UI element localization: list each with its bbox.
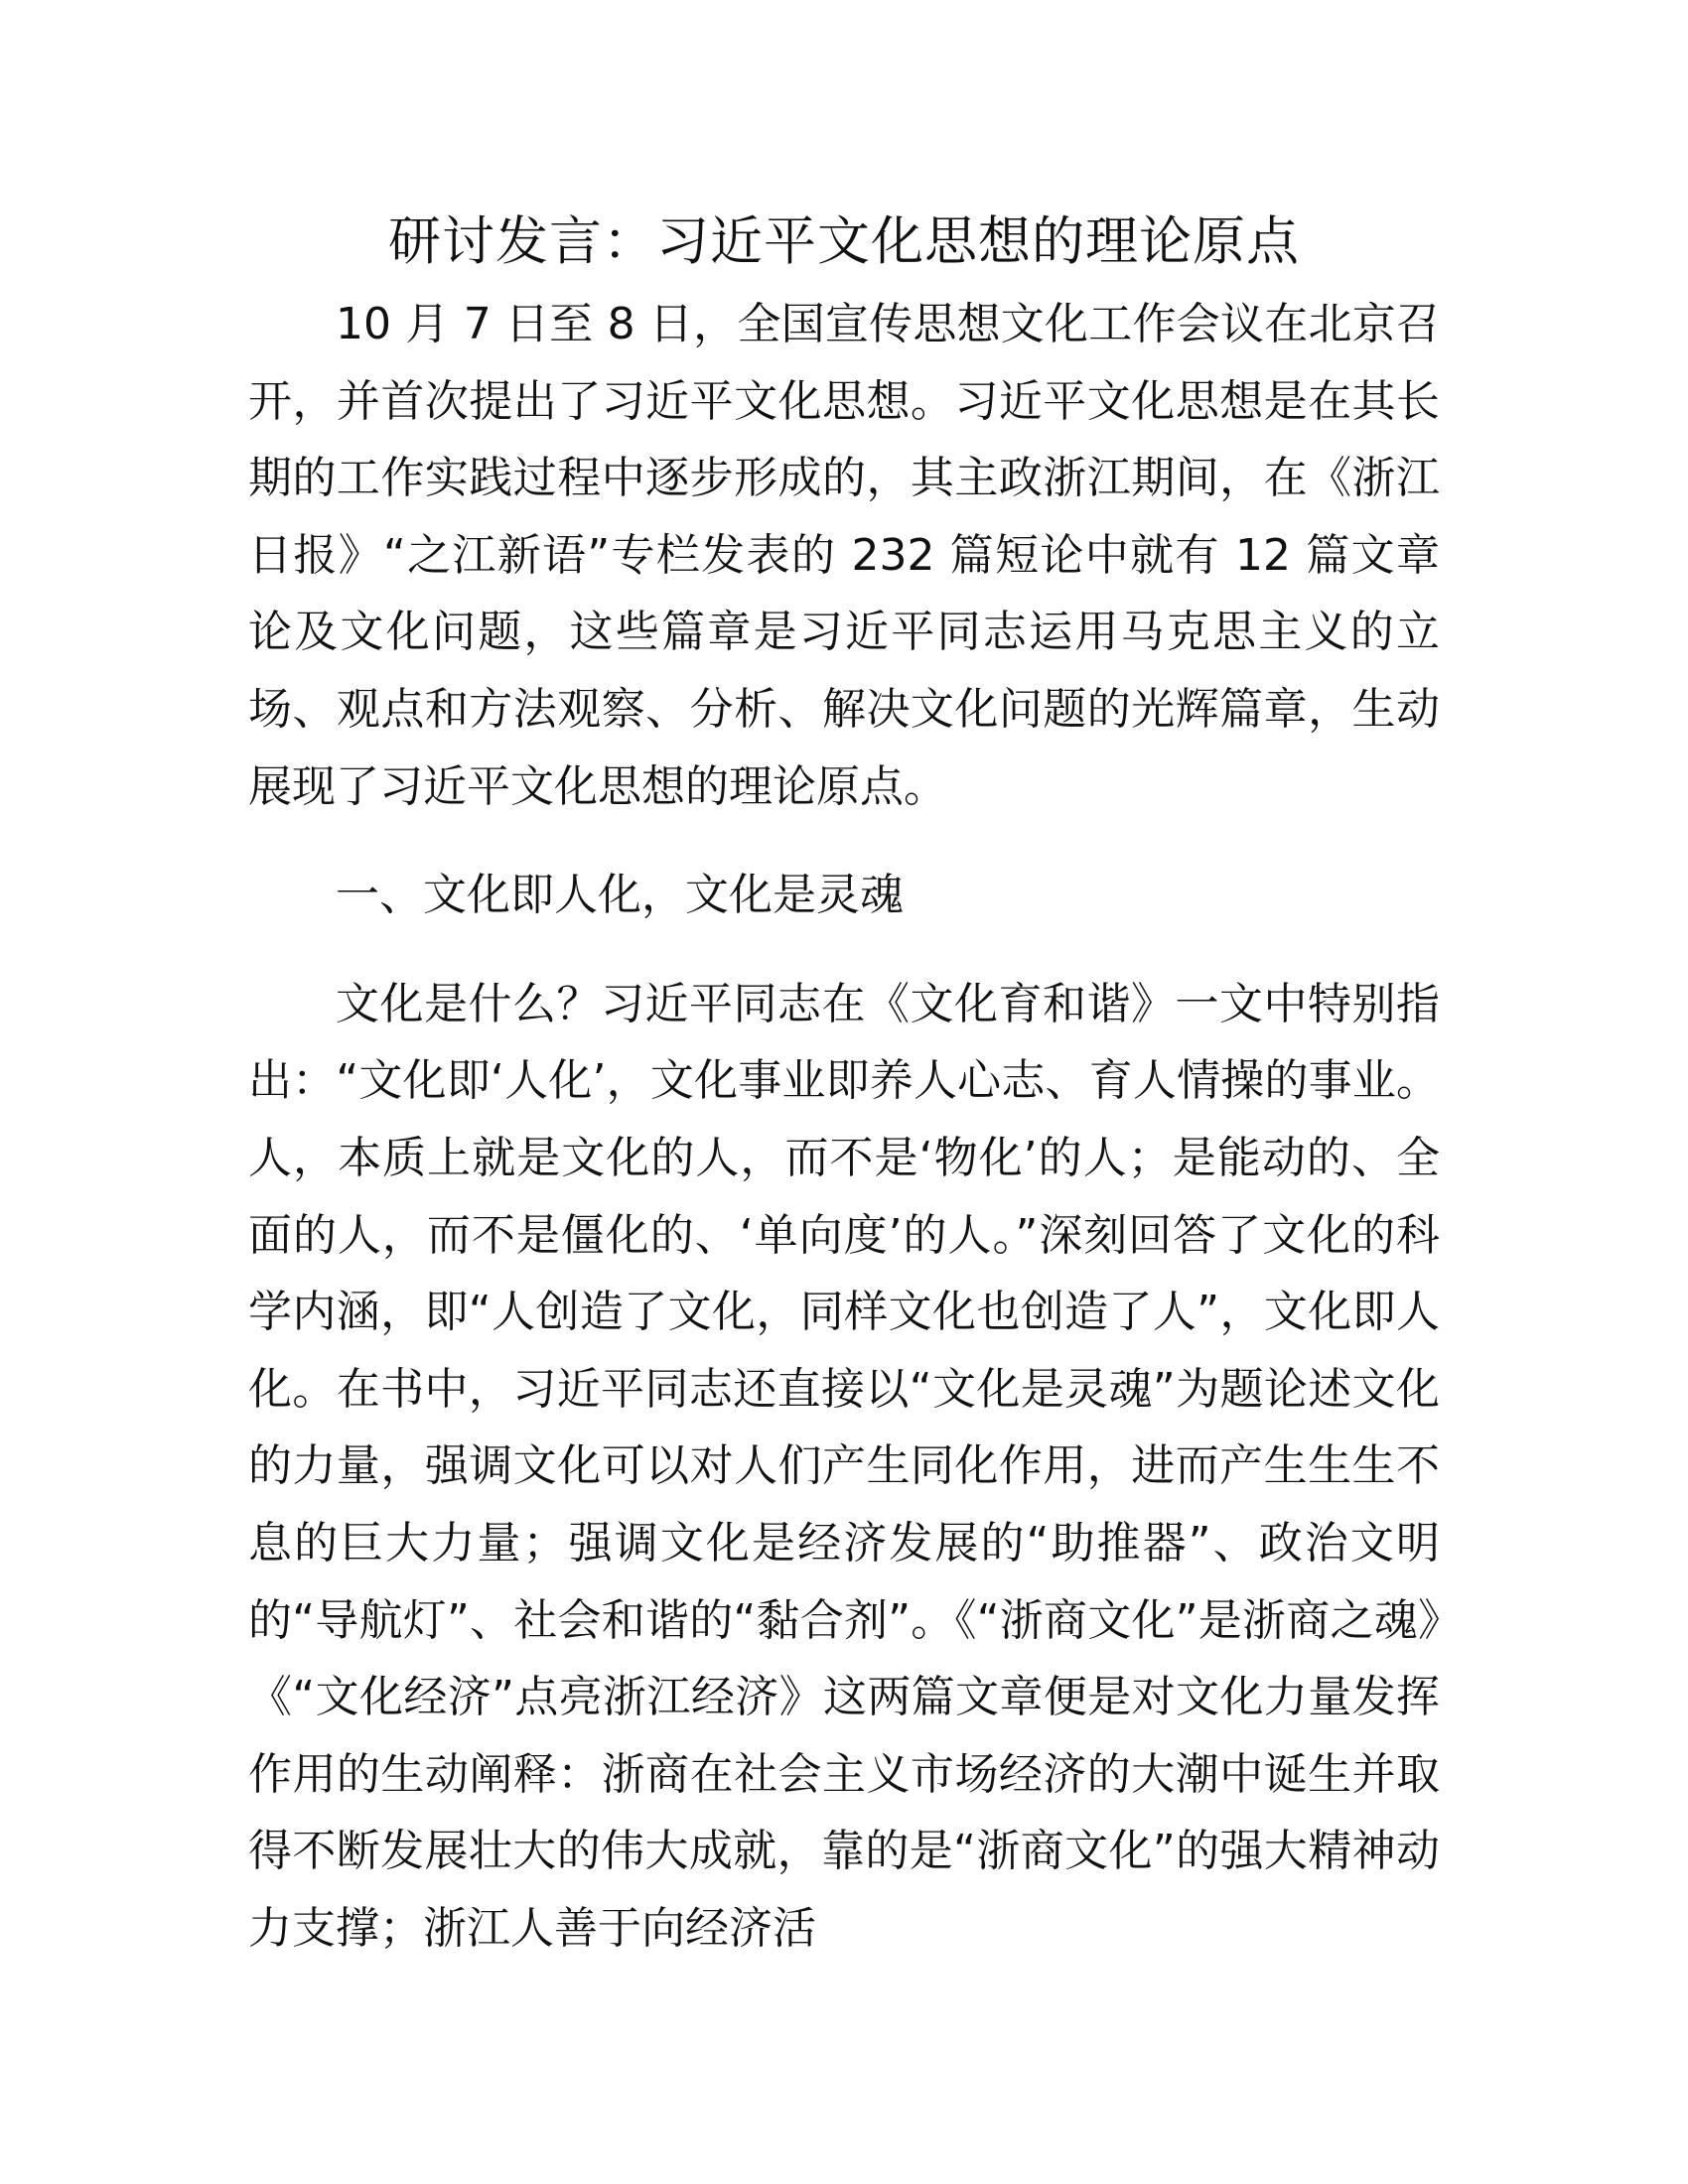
intro-paragraph: 10 月 7 日至 8 日，全国宣传思想文化工作会议在北京召开，并首次提出了习近平文化思想。习近平文化思想是在其长期的工作实践过程中逐步形成的，其主政浙江期间，在《浙江日报》“之江新语”专栏发表的 232 篇短论中就有 12 篇文章论及文化问题，这些篇章是习近平同志运用马克思主义的立场、观点和方法观察、分析、解决文化问题的光辉篇章，生动展现了习近平文化思想的理论原点。 <box>248 299 1440 812</box>
document-body <box>248 199 1440 1967</box>
section-heading-1: 一、文化即人化，文化是灵魂 <box>336 870 904 921</box>
document-title: 研讨发言：习近平文化思想的理论原点 <box>388 211 1300 272</box>
section-1-paragraph: 文化是什么？习近平同志在《文化育和谐》一文中特别指出：“文化即‘人化’，文化事业即养人心志、育人情操的事业。人，本质上就是文化的人，而不是‘物化’的人；是能动的、全面的人，而不是僵化的、‘单向度’的人。”深刻回答了文化的科学内涵，即“人创造了文化，同样文化也创造了人”，文化即人化。在书中，习近平同志还直接以“文化是灵魂”为题论述文化的力量，强调文化可以对人们产生同化作用，进而产生生生不息的巨大力量；强调文化是经济发展的“助推器”、政治文明的“导航灯”、社会和谐的“黏合剂”。《“浙商文化”是浙商之魂》《“文化经济”点亮浙江经济》这两篇文章便是对文化力量发挥作用的生动阐释：浙商在社会主义市场经济的大潮中诞生并取得不断发展壮大的伟大成就，靠的是“浙商文化”的强大精神动力支撑；浙江人善于向经济活 <box>248 978 1440 1954</box>
